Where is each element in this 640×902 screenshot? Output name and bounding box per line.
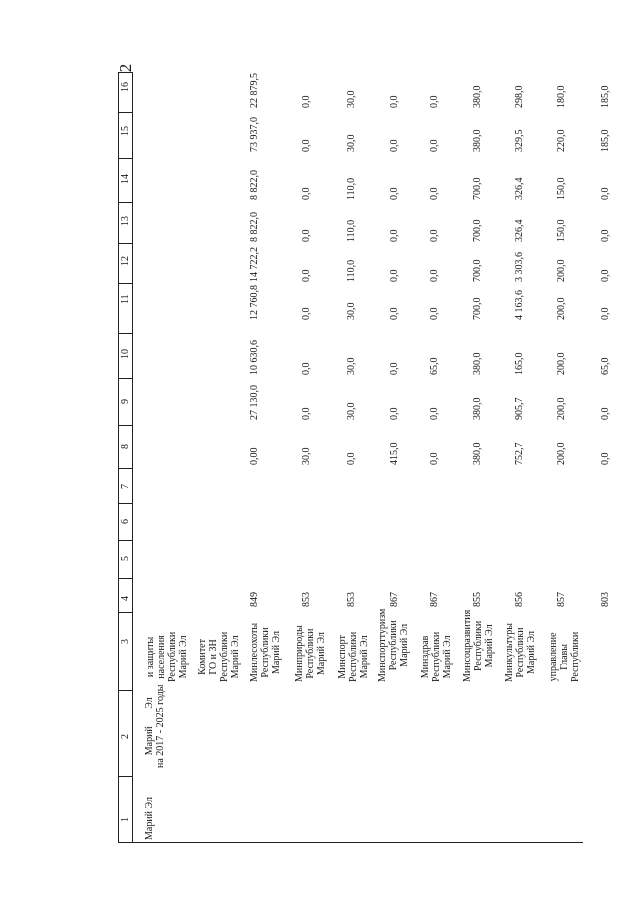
header-right-rule <box>132 72 133 842</box>
column-separator <box>118 578 132 579</box>
executor-cell: и защиты населения Республики Марий Эл <box>145 631 189 682</box>
column-separator <box>118 202 132 203</box>
code-cell: 803 <box>600 592 611 607</box>
executor-cell: Минкультуры Республики Марий Эл <box>504 623 537 682</box>
value-cell: 180,0 <box>556 85 567 108</box>
value-cell: 12 760,8 <box>249 285 260 320</box>
code-cell: 849 <box>249 592 260 607</box>
column-separator <box>118 378 132 379</box>
column-separator <box>118 425 132 426</box>
column-separator <box>118 72 132 73</box>
column-number: 10 <box>120 349 131 359</box>
value-cell: 4 163,6 <box>514 290 525 320</box>
value-cell: 27 130,0 <box>249 385 260 420</box>
column-separator <box>118 612 132 613</box>
value-cell: 0,0 <box>600 407 611 420</box>
value-cell: 0,0 <box>389 139 400 152</box>
column-separator <box>118 468 132 469</box>
column-separator <box>118 112 132 113</box>
column-number: 12 <box>120 256 131 266</box>
value-cell: 150,0 <box>556 177 567 200</box>
value-cell: 10 630,6 <box>249 340 260 375</box>
code-cell: 867 <box>429 592 440 607</box>
column-number: 5 <box>120 556 131 561</box>
executor-cell: Минспорт Республики Марий Эл <box>337 631 370 682</box>
value-cell: 8 822,0 <box>249 170 260 200</box>
value-cell: 0,0 <box>429 187 440 200</box>
column-separator <box>118 776 132 777</box>
value-cell: 0,0 <box>600 187 611 200</box>
column2-text: Марий Эл на 2017 - 2025 годы <box>144 684 166 768</box>
value-cell: 700,0 <box>472 219 483 242</box>
value-cell: 380,0 <box>472 85 483 108</box>
value-cell: 65,0 <box>429 357 440 375</box>
value-cell: 110,0 <box>346 219 357 242</box>
executor-cell: Минлесохоты Республики Марий Эл <box>249 622 282 682</box>
value-cell: 0,0 <box>301 407 312 420</box>
value-cell: 0,00 <box>249 447 260 465</box>
value-cell: 30,0 <box>346 402 357 420</box>
value-cell: 700,0 <box>472 259 483 282</box>
header-left-rule <box>118 72 119 842</box>
value-cell: 0,0 <box>389 307 400 320</box>
value-cell: 0,0 <box>389 187 400 200</box>
executor-cell: Минсоцразвития Республики Марий Эл <box>462 609 495 682</box>
value-cell: 30,0 <box>346 90 357 108</box>
column-number: 16 <box>120 82 131 92</box>
value-cell: 150,0 <box>556 219 567 242</box>
value-cell: 298,0 <box>514 85 525 108</box>
value-cell: 0,0 <box>429 452 440 465</box>
value-cell: 0,0 <box>301 95 312 108</box>
column-number: 2 <box>120 734 131 739</box>
value-cell: 329,5 <box>514 129 525 152</box>
column-separator <box>118 690 132 691</box>
code-cell: 855 <box>472 592 483 607</box>
value-cell: 0,0 <box>429 307 440 320</box>
value-cell: 700,0 <box>472 297 483 320</box>
value-cell: 0,0 <box>301 229 312 242</box>
code-cell: 853 <box>346 592 357 607</box>
value-cell: 380,0 <box>472 442 483 465</box>
value-cell: 415,0 <box>389 442 400 465</box>
column-number: 8 <box>120 444 131 449</box>
value-cell: 0,0 <box>429 269 440 282</box>
column-number: 15 <box>120 126 131 136</box>
value-cell: 0,0 <box>389 229 400 242</box>
code-cell: 856 <box>514 592 525 607</box>
value-cell: 0,0 <box>429 95 440 108</box>
value-cell: 0,0 <box>301 139 312 152</box>
code-cell: 867 <box>389 592 400 607</box>
value-cell: 185,0 <box>600 129 611 152</box>
value-cell: 0,0 <box>389 407 400 420</box>
value-cell: 0,0 <box>429 407 440 420</box>
executor-cell: Минспорттуризм Республики Марий Эл <box>377 608 410 682</box>
value-cell: 0,0 <box>600 269 611 282</box>
value-cell: 200,0 <box>556 297 567 320</box>
value-cell: 0,0 <box>301 269 312 282</box>
executor-cell: Минприроды Республики Марий Эл <box>294 625 327 682</box>
column-separator <box>118 540 132 541</box>
value-cell: 0,0 <box>346 452 357 465</box>
value-cell: 110,0 <box>346 177 357 200</box>
value-cell: 0,0 <box>600 229 611 242</box>
column-separator <box>118 283 132 284</box>
column1-text: Марий Эл <box>144 797 155 840</box>
value-cell: 73 937,0 <box>249 117 260 152</box>
value-cell: 3 303,6 <box>514 252 525 282</box>
column-separator <box>118 333 132 334</box>
value-cell: 0,0 <box>301 362 312 375</box>
column-number: 4 <box>120 596 131 601</box>
value-cell: 0,0 <box>301 187 312 200</box>
executor-cell: Минздрав Республики Марий Эл <box>420 631 453 682</box>
executor-cell: Комитет ГО и ЗН Республики Марий Эл <box>197 631 241 682</box>
value-cell: 8 822,0 <box>249 212 260 242</box>
value-cell: 14 722,2 <box>249 247 260 282</box>
value-cell: 700,0 <box>472 177 483 200</box>
value-cell: 0,0 <box>301 307 312 320</box>
value-cell: 30,0 <box>346 357 357 375</box>
table-base-rule <box>118 842 583 843</box>
page-number: 2 <box>116 63 135 73</box>
value-cell: 220,0 <box>556 129 567 152</box>
code-cell: 857 <box>556 592 567 607</box>
column-number: 7 <box>120 484 131 489</box>
value-cell: 0,0 <box>389 362 400 375</box>
value-cell: 0,0 <box>389 95 400 108</box>
value-cell: 185,0 <box>600 85 611 108</box>
column-number: 9 <box>120 399 131 404</box>
value-cell: 326,4 <box>514 219 525 242</box>
column-number: 3 <box>120 639 131 644</box>
value-cell: 30,0 <box>346 302 357 320</box>
column-number: 6 <box>120 519 131 524</box>
code-cell: 853 <box>301 592 312 607</box>
value-cell: 905,7 <box>514 397 525 420</box>
value-cell: 22 879,5 <box>249 73 260 108</box>
value-cell: 0,0 <box>429 229 440 242</box>
value-cell: 326,4 <box>514 177 525 200</box>
value-cell: 200,0 <box>556 442 567 465</box>
value-cell: 200,0 <box>556 259 567 282</box>
value-cell: 110,0 <box>346 259 357 282</box>
value-cell: 752,7 <box>514 442 525 465</box>
column-separator <box>118 243 132 244</box>
executor-cell: управление Главы Республики <box>548 631 581 682</box>
column-number: 1 <box>120 817 131 822</box>
value-cell: 0,0 <box>429 139 440 152</box>
value-cell: 30,0 <box>301 447 312 465</box>
value-cell: 380,0 <box>472 129 483 152</box>
value-cell: 380,0 <box>472 397 483 420</box>
column-separator <box>118 503 132 504</box>
value-cell: 380,0 <box>472 352 483 375</box>
value-cell: 0,0 <box>600 307 611 320</box>
value-cell: 200,0 <box>556 352 567 375</box>
value-cell: 0,0 <box>389 269 400 282</box>
value-cell: 65,0 <box>600 357 611 375</box>
column-number: 14 <box>120 174 131 184</box>
value-cell: 0,0 <box>600 452 611 465</box>
value-cell: 30,0 <box>346 134 357 152</box>
column-number: 11 <box>120 294 131 304</box>
column-separator <box>118 158 132 159</box>
value-cell: 200,0 <box>556 397 567 420</box>
value-cell: 165,0 <box>514 352 525 375</box>
column-number: 13 <box>120 216 131 226</box>
